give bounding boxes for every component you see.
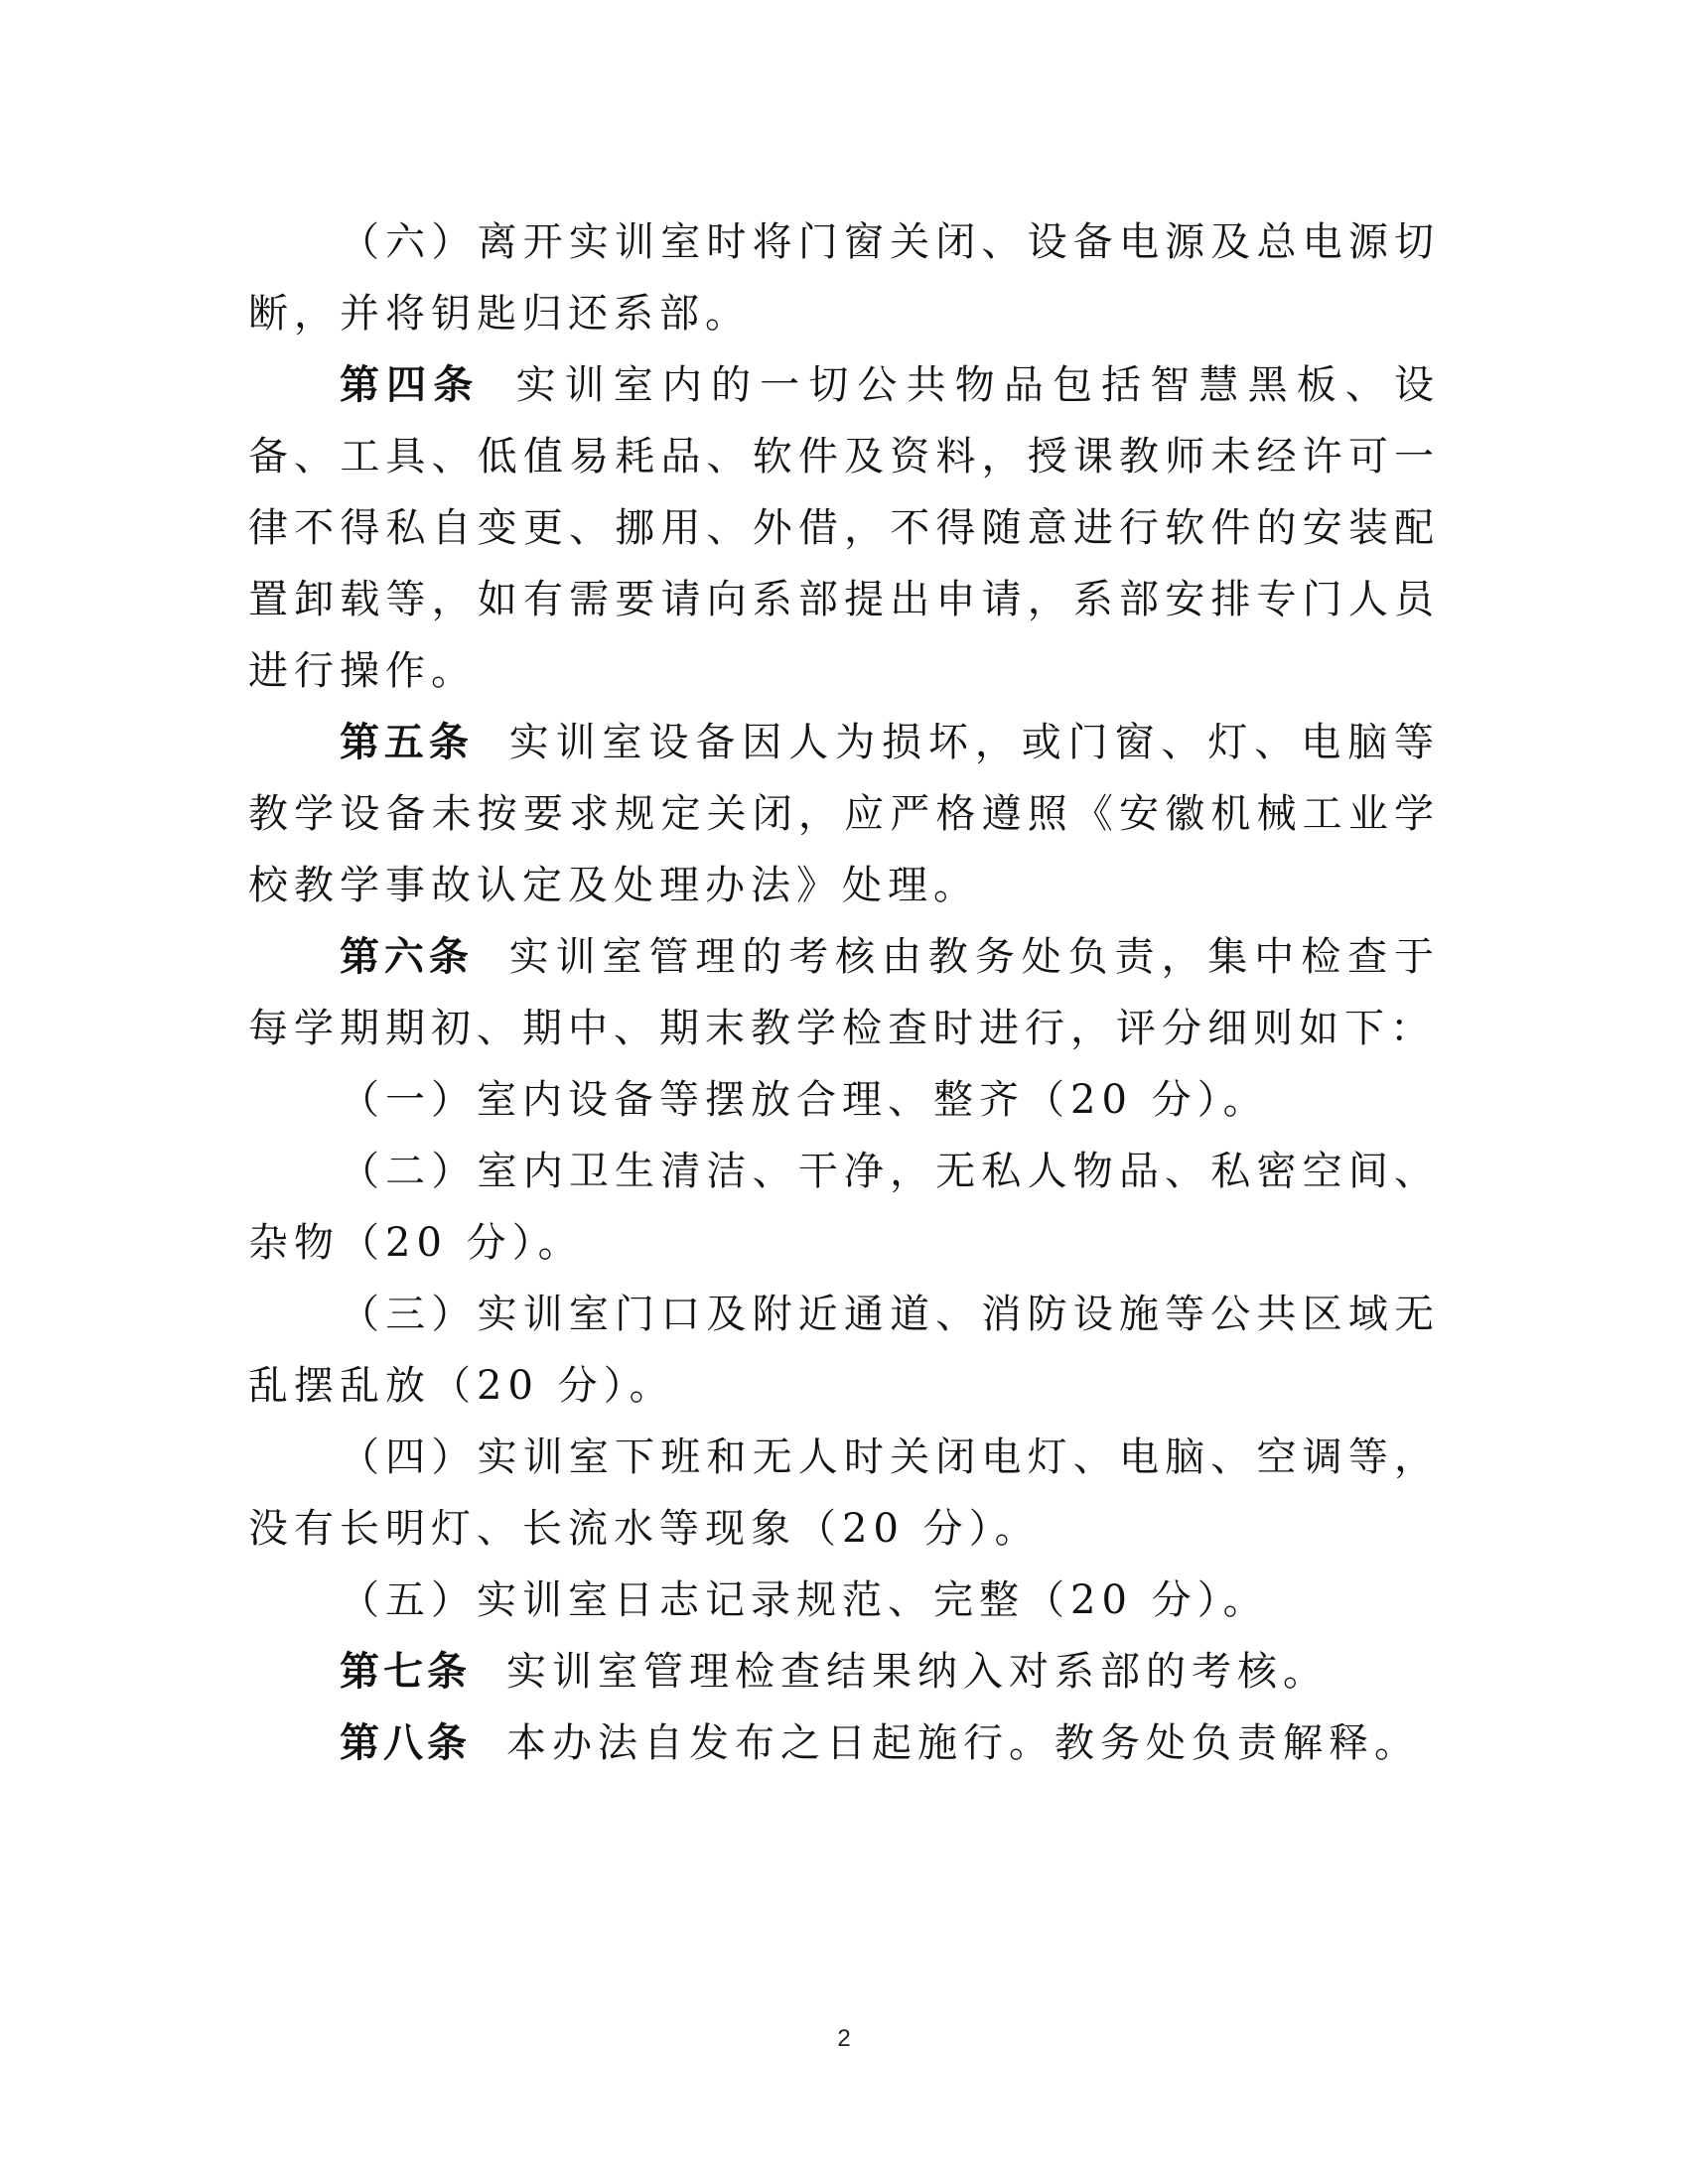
criteria-item-1 [248,1064,1440,1136]
article-4 [248,349,1440,707]
criteria-text: （四）实训室下班和无人时关闭电灯、电脑、空调等，没有长明灯、长流水等现象（20 分）。 [248,1434,1440,1552]
document-body [248,206,1440,1779]
article-label: 第四条 [340,362,481,408]
criteria-text: （三）实训室门口及附近通道、消防设施等公共区域无乱摆乱放（20 分）。 [248,1292,1440,1409]
article-8 [248,1707,1440,1779]
article-text: 实训室管理检查结果纳入对系部的考核。 [506,1649,1329,1695]
article-label: 第八条 [340,1720,471,1766]
article-label: 第七条 [340,1649,471,1695]
paragraph-item-6 [248,206,1440,349]
article-6 [248,921,1440,1064]
criteria-text: （二）室内卫生清洁、干净，无私人物品、私密空间、杂物（20 分）。 [248,1149,1440,1266]
article-text: 实训室设备因人为损坏，或门窗、灯、电脑等教学设备未按要求规定关闭，应严格遵照《安徽机械工业学校教学事故认定及处理办法》处理。 [248,720,1441,908]
article-label: 第六条 [340,934,474,980]
criteria-text: （五）实训室日志记录规范、完整（20 分）。 [340,1577,1269,1623]
article-5 [248,707,1440,921]
article-text: 本办法自发布之日起施行。教务处负责解释。 [506,1720,1420,1766]
article-text: 实训室内的一切公共物品包括智慧黑板、设备、工具、低值易耗品、软件及资料，授课教师未经许可一律不得私自变更、挪用、外借，不得随意进行软件的安装配置卸载等，如有需要请向系部提出申请，系部安排专门人员进行操作。 [248,362,1441,694]
article-7 [248,1636,1440,1707]
criteria-text: （一）室内设备等摆放合理、整齐（20 分）。 [340,1077,1269,1123]
criteria-item-2 [248,1136,1440,1279]
article-label: 第五条 [340,720,474,765]
criteria-item-3 [248,1279,1440,1422]
paragraph-text: （六）离开实训室时将门窗关闭、设备电源及总电源切断，并将钥匙归还系部。 [248,219,1440,337]
page-number: 2 [837,2025,851,2052]
article-text: 实训室管理的考核由教务处负责，集中检查于每学期期初、期中、期末教学检查时进行，评分细则如下： [248,934,1441,1051]
criteria-item-4 [248,1422,1440,1565]
criteria-item-5 [248,1565,1440,1636]
